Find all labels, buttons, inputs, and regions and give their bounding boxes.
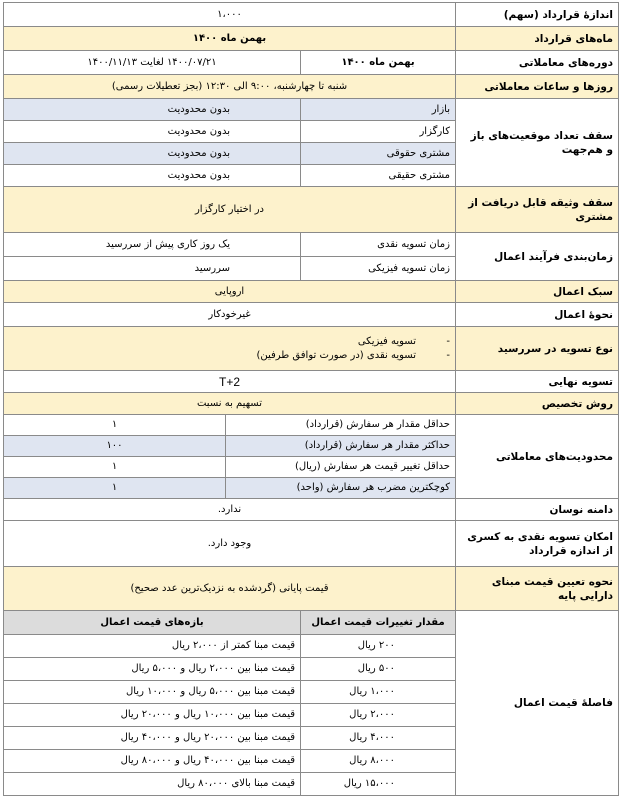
exercise-schedule-label: زمان‌بندی فرآیند اعمال: [456, 233, 619, 281]
exercise-method-label: نحوهٔ اعمال: [456, 303, 619, 327]
strike-range-cell: قیمت مبنا بین ۴۰،۰۰۰ ریال و ۸۰،۰۰۰ ریال: [4, 750, 301, 773]
base-price-value: قیمت پایانی (گردشده به نزدیک‌ترین عدد صحیح): [4, 567, 456, 611]
base-price-label: نحوه تعیین قیمت مبنای دارایی پایه: [456, 567, 619, 611]
row-settlement-type: [4, 327, 619, 371]
allocation-method-value: تسهیم به نسبت: [4, 393, 456, 415]
collateral-cap-label: سقف وثیقه قابل دریافت از مشتری: [456, 187, 619, 233]
settlement-type-text: تسویه فیزیکی: [357, 335, 416, 347]
position-limit-name: مشتری حقوقی: [301, 143, 456, 165]
row-cash-settlement-shortfall: [4, 521, 619, 567]
price-range-value: ندارد.: [4, 499, 456, 521]
contract-size-label: اندازهٔ قرارداد (سهم): [456, 3, 619, 27]
row-exercise-method: [4, 303, 619, 327]
position-limit-name: مشتری حقیقی: [301, 165, 456, 187]
exercise-schedule-value: یک روز کاری پیش از سررسید: [4, 233, 301, 257]
position-limit-value: بدون محدودیت: [4, 121, 301, 143]
cash-settlement-shortfall-value: وجود دارد.: [4, 521, 456, 567]
collateral-cap-value: در اختیار کارگزار: [4, 187, 456, 233]
strike-range-cell: قیمت مبنا بین ۲۰،۰۰۰ ریال و ۴۰،۰۰۰ ریال: [4, 727, 301, 750]
strike-step-header: مقدار تغییرات قیمت اعمال: [301, 611, 456, 635]
trading-limit-value: ۱۰۰: [4, 436, 226, 457]
settlement-type-item: [9, 335, 450, 349]
settlement-type-list: [4, 327, 456, 371]
row-position-limit: [4, 99, 619, 121]
row-trading-period: [4, 51, 619, 75]
strike-step-cell: ۵۰۰ ریال: [301, 658, 456, 681]
row-strike-interval-header: [4, 611, 619, 635]
position-limit-value: بدون محدودیت: [4, 143, 301, 165]
trading-limit-name: کوچکترین مضرب هر سفارش (واحد): [226, 478, 456, 499]
strike-step-cell: ۸،۰۰۰ ریال: [301, 750, 456, 773]
trading-period-label: دوره‌های معاملاتی: [456, 51, 619, 75]
contract-size-value: ۱،۰۰۰: [4, 3, 456, 27]
strike-range-cell: قیمت مبنا بین ۲،۰۰۰ ریال و ۵،۰۰۰ ریال: [4, 658, 301, 681]
exercise-schedule-name: زمان تسویه نقدی: [301, 233, 456, 257]
position-limit-name: کارگزار: [301, 121, 456, 143]
row-trading-hours: [4, 75, 619, 99]
row-final-settlement: [4, 371, 619, 393]
trading-limits-label: محدودیت‌های معاملاتی: [456, 415, 619, 499]
strike-step-cell: ۱۵،۰۰۰ ریال: [301, 773, 456, 796]
final-settlement-label: تسویه نهایی: [456, 371, 619, 393]
contract-months-label: ماه‌های قرارداد: [456, 27, 619, 51]
row-exercise-schedule: [4, 233, 619, 257]
strike-range-cell: قیمت مبنا بین ۵،۰۰۰ ریال و ۱۰،۰۰۰ ریال: [4, 681, 301, 704]
position-limits-label: سقف تعداد موقعیت‌های باز و هم‌جهت: [456, 99, 619, 187]
contract-spec-table: [3, 2, 619, 796]
strike-step-cell: ۴،۰۰۰ ریال: [301, 727, 456, 750]
strike-step-cell: ۱،۰۰۰ ریال: [301, 681, 456, 704]
trading-limit-name: حداقل تغییر قیمت هر سفارش (ریال): [226, 457, 456, 478]
trading-limit-value: ۱: [4, 457, 226, 478]
bullet-dash: -: [446, 335, 450, 347]
row-collateral-cap: [4, 187, 619, 233]
row-price-range: [4, 499, 619, 521]
settlement-type-text: تسویه نقدی (در صورت توافق طرفین): [256, 349, 416, 361]
row-contract-size: [4, 3, 619, 27]
trading-limit-name: حداکثر مقدار هر سفارش (قرارداد): [226, 436, 456, 457]
trading-limit-value: ۱: [4, 415, 226, 436]
final-settlement-value: T+2: [4, 371, 456, 393]
strike-step-cell: ۲،۰۰۰ ریال: [301, 704, 456, 727]
trading-hours-label: روزها و ساعات معاملاتی: [456, 75, 619, 99]
exercise-schedule-value: سررسید: [4, 257, 301, 281]
row-trading-limit: [4, 415, 619, 436]
allocation-method-label: روش تخصیص: [456, 393, 619, 415]
position-limit-value: بدون محدودیت: [4, 99, 301, 121]
settlement-type-label: نوع تسویه در سررسید: [456, 327, 619, 371]
exercise-style-label: سبک اعمال: [456, 281, 619, 303]
exercise-method-value: غیرخودکار: [4, 303, 456, 327]
trading-hours-value: شنبه تا چهارشنبه، ۹:۰۰ الی ۱۲:۳۰ (بجز تعطیلات رسمی): [4, 75, 456, 99]
trading-period-month: بهمن ماه ۱۴۰۰: [301, 51, 456, 75]
strike-step-cell: ۲۰۰ ریال: [301, 635, 456, 658]
settlement-type-item: [9, 349, 450, 363]
position-limit-name: بازار: [301, 99, 456, 121]
exercise-style-value: اروپایی: [4, 281, 456, 303]
position-limit-value: بدون محدودیت: [4, 165, 301, 187]
cash-settlement-shortfall-label: امکان تسویه نقدی به کسری از اندازه قرارداد: [456, 521, 619, 567]
exercise-schedule-name: زمان تسویه فیزیکی: [301, 257, 456, 281]
price-range-label: دامنه نوسان: [456, 499, 619, 521]
row-contract-months: [4, 27, 619, 51]
strike-range-cell: قیمت مبنا بالای ۸۰،۰۰۰ ریال: [4, 773, 301, 796]
strike-range-cell: قیمت مبنا بین ۱۰،۰۰۰ ریال و ۲۰،۰۰۰ ریال: [4, 704, 301, 727]
trading-limit-value: ۱: [4, 478, 226, 499]
strike-interval-label: فاصلهٔ قیمت اعمال: [456, 611, 619, 796]
trading-limit-name: حداقل مقدار هر سفارش (قرارداد): [226, 415, 456, 436]
strike-range-header: بازه‌های قیمت اعمال: [4, 611, 301, 635]
strike-range-cell: قیمت مبنا کمتر از ۲،۰۰۰ ریال: [4, 635, 301, 658]
row-allocation-method: [4, 393, 619, 415]
trading-period-dates: ۱۴۰۰/۰۷/۲۱ لغایت ۱۴۰۰/۱۱/۱۳: [4, 51, 301, 75]
contract-months-value: بهمن ماه ۱۴۰۰: [4, 27, 456, 51]
row-base-price: [4, 567, 619, 611]
bullet-dash: -: [446, 349, 450, 361]
row-exercise-style: [4, 281, 619, 303]
